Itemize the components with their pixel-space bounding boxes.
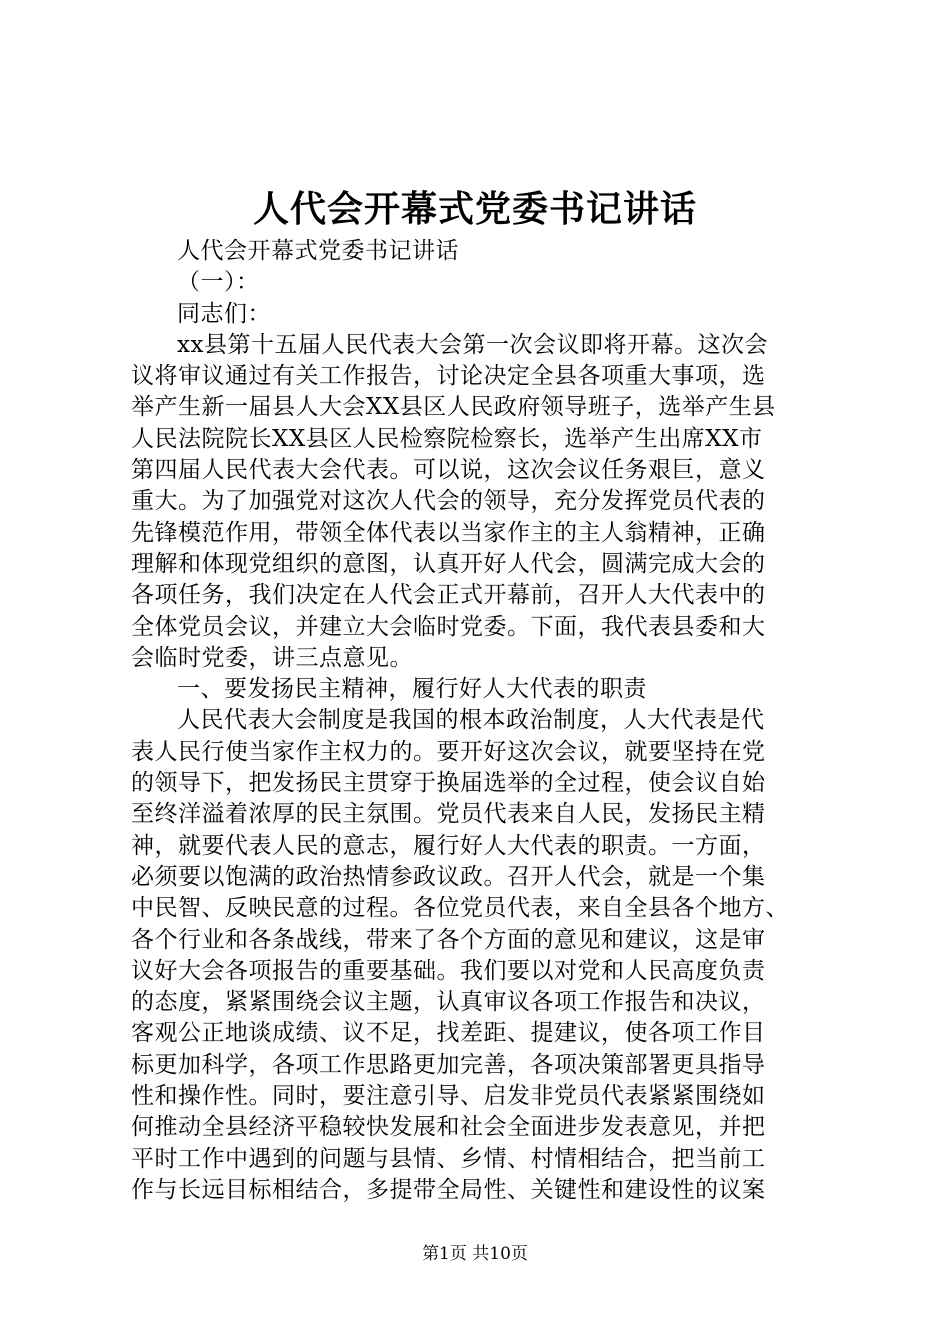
body-line: 客观公正地谈成绩、议不足，找差距、提建议，使各项工作目 (131, 1020, 766, 1047)
document-body (131, 236, 831, 1206)
body-line: 人民代表大会制度是我国的根本政治制度，人大代表是代 (177, 707, 765, 734)
body-line: 表人民行使当家作主权力的。要开好这次会议，就要坚持在党 (131, 738, 766, 765)
body-line: 性和操作性。同时，要注意引导、启发非党员代表紧紧围绕如 (131, 1083, 766, 1110)
section-heading: 一、要发扬民主精神，履行好人大代表的职责 (177, 676, 647, 703)
body-line: 必须要以饱满的政治热情参政议政。召开人代会，就是一个集 (131, 863, 766, 890)
body-line: 先锋模范作用，带领全体代表以当家作主的主人翁精神，正确 (131, 519, 766, 546)
body-line: xx县第十五届人民代表大会第一次会议即将开幕。这次会 (177, 331, 768, 358)
body-line: 各个行业和各条战线，带来了各个方面的意见和建议，这是审 (131, 926, 766, 953)
body-line: 的领导下，把发扬民主贯穿于换届选举的全过程，使会议自始 (131, 770, 766, 797)
body-line: 人代会开幕式党委书记讲话 (177, 238, 459, 264)
body-line: （一）： (177, 269, 260, 296)
body-line: 理解和体现党组织的意图，认真开好人代会，圆满完成大会的 (131, 550, 766, 577)
body-line: 至终洋溢着浓厚的民主氛围。党员代表来自人民，发扬民主精 (131, 801, 766, 828)
body-line: 何推动全县经济平稳较快发展和社会全面进步发表意见，并把 (131, 1114, 766, 1141)
body-line: 各项任务，我们决定在人代会正式开幕前，召开人大代表中的 (131, 582, 766, 609)
body-line: 第四届人民代表大会代表。可以说，这次会议任务艰巨，意义 (131, 457, 766, 484)
body-line: 议好大会各项报告的重要基础。我们要以对党和人民高度负责 (131, 957, 766, 984)
body-line: 的态度，紧紧围绕会议主题，认真审议各项工作报告和决议， (131, 989, 766, 1016)
body-line: 全体党员会议，并建立大会临时党委。下面，我代表县委和大 (131, 613, 766, 640)
body-line: 重大。为了加强党对这次人代会的领导，充分发挥党员代表的 (131, 488, 766, 515)
document-title: 人代会开幕式党委书记讲话 (252, 188, 697, 230)
body-line: 作与长远目标相结合，多提带全局性、关键性和建设性的议案 (131, 1176, 766, 1203)
body-line: 同志们： (177, 300, 271, 327)
body-line: 举产生新一届县人大会XX县区人民政府领导班子，选举产生县 (131, 394, 776, 421)
body-line: 平时工作中遇到的问题与县情、乡情、村情相结合，把当前工 (131, 1145, 766, 1172)
body-line: 议将审议通过有关工作报告，讨论决定全县各项重大事项，选 (131, 363, 766, 390)
page-number-footer: 第1页 共10页 (422, 1244, 528, 1264)
body-line: 标更加科学，各项工作思路更加完善，各项决策部署更具指导 (131, 1051, 766, 1078)
body-line: 中民智、反映民意的过程。各位党员代表，来自全县各个地方、 (131, 895, 789, 922)
body-line: 人民法院院长XX县区人民检察院检察长，选举产生出席XX市 (131, 425, 763, 452)
body-line: 会临时党委，讲三点意见。 (131, 644, 413, 671)
body-line: 神，就要代表人民的意志，履行好人大代表的职责。一方面， (131, 832, 766, 859)
